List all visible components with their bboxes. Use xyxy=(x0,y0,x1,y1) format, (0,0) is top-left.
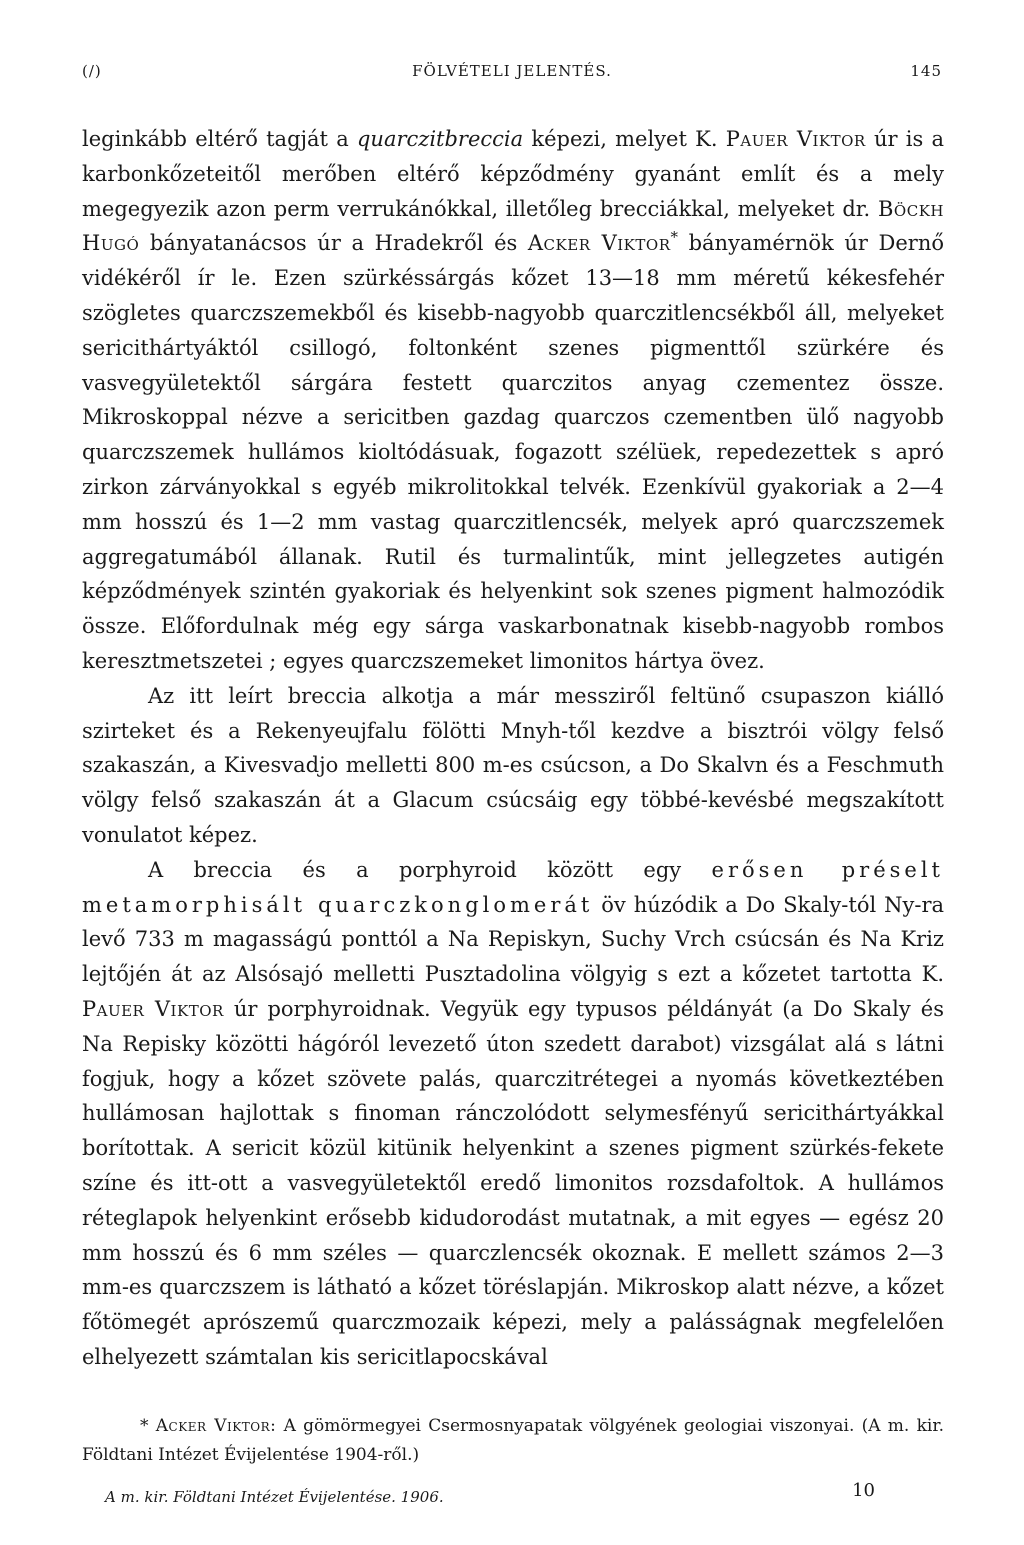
rock-name-italic: quarczitbreccia xyxy=(356,127,524,151)
text-run: bányamérnök úr Dernő vidékéről ír le. Ezen szürkéssárgás kőzet 13—18 mm méretű kékesfehér szögletes quarczszemekből és kisebb-nagyobb quarczitlencsékből áll, melyeket sericithártyáktól csillogó, foltonként szenes pigmenttől szürkére és vasvegyületektől sárgára festett quarczitos anyag czementez össze. Mikroskoppal nézve a sericitben gazdag quarczos czementben ülő nagyobb quarczszemek hullámos kioltódásuak, fogazott szélüek, repedezettek s apró zirkon zárványokkal s egyéb mikrolitokkal telvék. Ezenkívül gyakoriak a 2—4 mm hosszú és 1—2 mm vastag quarczitlencsék, melyek apró quarczszemek aggregatumából állanak. Rutil és turmalintűk, mint jellegzetes autigén képződmények szintén gyakoriak és helyenkint sok szenes pigment halmozódik össze. Előfordulnak még egy sárga vaskarbonatnak kisebb-nagyobb rombos keresztmetszetei ; egyes quarczszemeket limonitos hártya övez. xyxy=(82,231,944,673)
text-run: úr is a karbonkőzeteitől merőben eltérő képződmény gyanánt említ és a mely megegyezik azon perm verrukánókkal, illetőleg brecciákkal, melyeket dr. xyxy=(82,127,944,221)
printer-signature xyxy=(105,1480,875,1506)
paragraph-3 xyxy=(82,853,944,1375)
running-head-title: FÖLVÉTELI JELENTÉS. xyxy=(412,62,612,80)
emphasized-term: erősen préselt metamorphisált quarczkonglomerát xyxy=(82,857,944,917)
signature-line: A m. kir. Földtani Intézet Évijelentése. 1906. xyxy=(105,1488,444,1506)
text-run: úr porphyroidnak. Vegyük egy typusos példányát (a Do Skaly és Na Repisky közötti hágóról levezető úton szedett darabot) vizsgálat alá s látni fogjuk, hogy a kőzet szövete palás, quarczitrétegei a nyomás következtében hullámosan hajlottak s finoman ránczolódott selymesfényű sericithártyákkal borítottak. A sericit közül kitünik helyenkint a szenes pigment szürkés-fekete színe és itt-ott a vasvegyületektől eredő limonitos rozsdafoltok. A hullámos réteglapok helyenkint erősebb kidudorodást mutatnak, a mit egyes — egész 20 mm hosszú és 6 mm széles — quarczlencsék okoznak. E mellett számos 2—3 mm-es quarczszem is látható a kőzet töréslapján. Mikroskop alatt nézve, a kőzet főtömegét aprószemű quarczmozaik képezi, mely a palásságnak megfelelően elhelyezett számtalan kis sericitlapocskával xyxy=(82,996,944,1369)
text-run: öv húzódik a Do Skaly-tól Ny-ra levő 733 m magasságú ponttól a Na Repiskyn, Suchy Vrch csúcsán és Na Kriz lejtőjén át az Alsósajó melletti Pusztadolina völgyig s ezt a kőzetet tartotta K. xyxy=(82,892,945,987)
footnote-text xyxy=(82,1412,944,1470)
text-run: képezi, melyet K. xyxy=(523,127,726,151)
footnote xyxy=(82,1412,944,1470)
page-number: 145 xyxy=(910,62,942,80)
footnote-star: * xyxy=(140,1416,149,1436)
paragraph-2: Az itt leírt breccia alkotja a már messziről feltünő csupaszon kiálló szirteket és a Rekenyeujfalu fölötti Mnyh-től kezdve a bisztrói völgy felső szakaszán, a Kivesvadjo melletti 800 m-es csúcson, a Do Skalvn és a Feschmuth völgy felső szakaszán át a Glacum csúcsáig egy többé-kevésbé megszakított vonulatot képez. xyxy=(82,683,944,847)
text-run: A breccia és a porphyroid között egy xyxy=(148,857,712,882)
footnote-citation: A gömörmegyei Csermosnyapatak völgyének geologiai viszonyai. (A m. kir. Földtani Intézet Évijelentése 1904-ről.) xyxy=(82,1416,944,1465)
running-head-left: (/) xyxy=(82,62,102,80)
person-name: Böckh Hugó xyxy=(82,196,944,256)
person-name: Acker Viktor xyxy=(527,231,671,256)
footnote-marker[interactable]: * xyxy=(670,228,678,247)
footnote-author: Acker Viktor: xyxy=(155,1416,277,1436)
sheet-number: 10 xyxy=(852,1480,875,1501)
running-head xyxy=(82,62,942,92)
person-name: Pauer Viktor xyxy=(82,996,224,1021)
paragraph-1 xyxy=(82,122,944,679)
text-run: bányatanácsos úr a Hradekről és xyxy=(139,231,528,256)
text-run: leginkább eltérő tagját a xyxy=(82,127,357,151)
person-name: Pauer Viktor xyxy=(725,127,866,151)
body-text xyxy=(82,122,944,1375)
